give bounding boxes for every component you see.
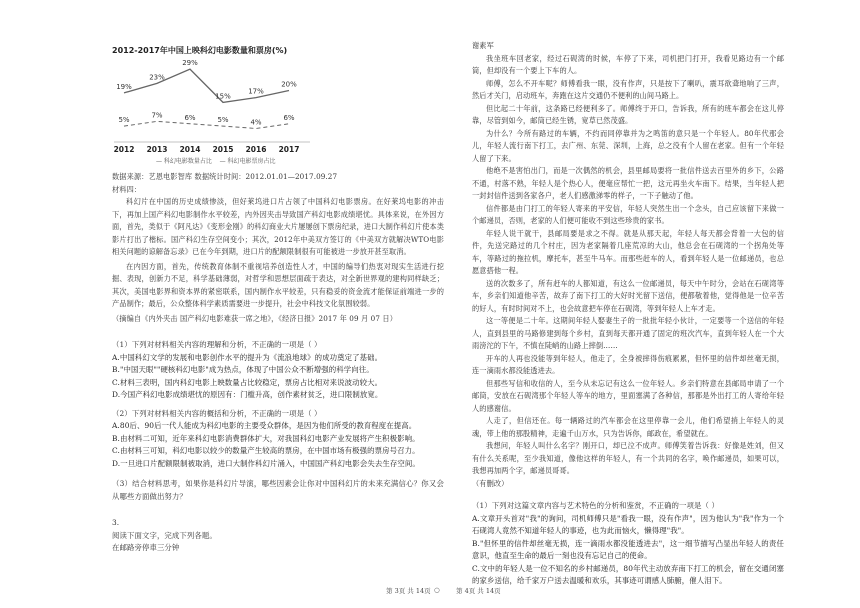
x-tick-label: 2012 <box>113 145 135 154</box>
data-label: 6% <box>184 113 196 122</box>
q2-option-a: A.80后、90后一代人能成为科幻电影的主要受众群体，是因为他们所受的教育程度在提高。 <box>112 421 417 430</box>
data-label: 4% <box>250 118 262 127</box>
paragraph: 我坐班车回老家，经过石砚湾的时候，车停了下来，司机把门打开，我看见路边有一个邮筒，但却没有一个要上下车的人。 <box>472 53 784 75</box>
q2-option-c: C.由材料三可知，科幻电影以较少的数量产生较高的票房，在中国市场有极强的票房号召力。 <box>112 446 420 455</box>
x-tick-label: 2016 <box>245 145 267 154</box>
paragraph: 开车的人再也没能等到年轻人，他走了，全身被摔得伤痕累累，但怀里的信件却丝毫无损，连一滴雨水都没能透进去。 <box>472 353 784 375</box>
question-number: 3. <box>112 518 120 527</box>
author-name: 谢素军 <box>472 41 494 50</box>
data-label: 5% <box>118 116 130 125</box>
data-label: 19% <box>116 82 132 91</box>
paragraph: 在内因方面，首先，传统教育体制不重视培养创造性人才，中国的编导们热衷对现实生活进行挖掘、表现，创新力不足，科学基础薄弱，对哲学和思想层面疏于表达，对全新世界观的建构同样缺乏；其次，美国电影界和资本界的紧密联系，国内制作水平较差，只有稳妥的资金流才能保证前端进一步的产品制作；最后，公众整体科学素质需要进一步提升，社会中科技文化氛围较弱。 <box>112 261 444 308</box>
page-number-left: 第 3页 共 14页 <box>386 587 431 595</box>
paragraph: 但那些写信和收信的人，至今从未忘记有这么一位年轻人。乡亲们特意在县邮局申请了一个邮筒，安放在石砚湾那个年轻人等车的地方，里面塞满了各种信，那都是外出打工的人寄给年轻人的感谢信。 <box>472 378 784 413</box>
paragraph: 为什么？今所有路过的车辆，不约而同停靠并为之鸣笛的意只是一个年轻人。80年代那会儿，年轻人流行南下打工，去广州、东莞、深圳，上海，总之没有个人留在老家。但有一个年轻人留了下来。 <box>472 128 784 163</box>
paragraph: 我想问，年轻人叫什么名字？刚开口，却已泣不成声。师傅笑着告诉我：好像是姓刘，但又有什么关系呢，至少我知道，像他这样的年轻人，有一个共同的名字，唤作邮递员，如果可以，我想再加两个字，邮递员哥哥。 <box>472 441 784 475</box>
question-2-stem: （2）下列对材料相关内容的概括和分析，不正确的一项是（ ） <box>112 408 322 418</box>
paragraph: 信件都是由门打工的年轻人寄来的平安信，年轻人突然生出一个念头，自己应该留下来做一个邮递员，否则，老家的人们便可能收不到这些珍贵的家书。 <box>472 203 784 225</box>
data-label: 15% <box>215 92 231 101</box>
data-label: 23% <box>149 73 165 82</box>
data-label: 17% <box>248 87 264 96</box>
legend-boxoffice: — 科幻电影票房占比 <box>219 158 276 165</box>
data-label: 7% <box>151 111 163 120</box>
x-tick-label: 2015 <box>212 145 234 154</box>
x-tick-label: 2017 <box>278 145 300 154</box>
q1-option-c: C.材料三表明，国内科幻电影上映数量占比较稳定，票房占比相对来说波动较大。 <box>112 377 383 387</box>
q1-option-a: A.中国科幻文学的发展和电影创作水平的提升为《流浪地球》的成功奠定了基础。 <box>112 352 383 362</box>
data-label: 5% <box>217 116 229 125</box>
material-label: 材料四： <box>112 184 142 194</box>
question-3: （3）结合材料思考，如果你是科幻片导演，哪些因素会让你对中国科幻片的未来充满信心？你又会从哪些方面做出努力？ <box>112 479 444 501</box>
q1-option-d: D.今国产科幻电影成绩堪忧的原因有：门槛升高，创作素材贫乏，进口限制放宽。 <box>112 390 383 399</box>
chart-title: 2012-2017年中国上映科幻电影数量和票房(%) <box>112 46 288 55</box>
data-label: 6% <box>283 113 295 122</box>
paragraph: 科幻片在中国的历史成绩惨淡，但好莱坞进口片占领了中国科幻电影票房。在好莱坞电影的冲击下，再加上国产科幻电影制作水平较差，内外因夹击导致国产科幻电影成绩堪忧。具体来说，在外因方面，首先，类似于《阿凡达》《变形金刚》的科幻商业大片屡屡创下票房纪录，进口大制作科幻片使本类影片打出了楷标。国产科幻生存空间变小；其次，2012年中美双方签订的《中美双方就解决WTO电影相关问题的谅解备忘录》已在今年到期，进口片的配额限制很有可能被进一步放开甚至取消。 <box>112 197 444 256</box>
paragraph: 师傅，怎么不开车呢？师傅看我一眼，没有作声，只是按下了喇叭，震耳欲聋地响了三声，然后才关门，启动班车，奔跑在这片交通仍不便利的山间马路上。 <box>472 78 784 100</box>
paragraph: 但比起二十年前，这条路已经便利多了。师傅终于开口，告诉我，所有的班车都会在这儿停靠，尽管到如今，邮筒已经生锈，宽草已然茂盛。 <box>472 103 784 125</box>
x-tick-label: 2014 <box>179 145 201 154</box>
source-note: （有删改） <box>472 478 509 488</box>
paragraph: 年轻人说干就干，县邮局要是求之不得。就是从那天起，年轻人每天都会背着一大包的信件，先送完路过的几个村庄，因为老家隔着几座荒凉的大山，他总会在石砚湾的一个拐角处等车，等路过的拖拉机，摩托车，甚至牛马车。而那些赶车的人，看到年轻人是一位邮递员，也总愿意搭他一程。 <box>472 228 784 275</box>
page-number-right: 第 4页 共 14页 <box>456 587 501 595</box>
paragraph: 他绝不是害怕出门，而是一次偶然的机会，县里邮局要将一批信件送去百里外的乡下，公路不通，村落不熟，年轻人是个热心人，便毫应帮忙一把，这元再坐火车南下。结果，当年轻人把一封封信件送到各家各户，老人们感激涕零的样子，一下子触动了他。 <box>472 166 784 200</box>
paragraph: 人走了，但信还在。每一辆路过的汽车都会在这里停靠一会儿，他们希望捎上年轻人的灵魂，带上他的那股精神，走遍千山万水，只为告诉你，邮政在，希望就在。 <box>472 416 784 438</box>
citation: （摘编自《内外夹击 国产科幻电影难获一席之地》，《经济日报》2017 年 09 月 07 日） <box>112 313 397 323</box>
legend-count: — 科幻电影数量占比 <box>156 158 212 165</box>
page-separator: ○ <box>434 586 440 594</box>
q2-option-d: D.一旦进口片配额限制被取消，进口大制作科幻片涌入，中国国产科幻电影会失去生存空间。 <box>112 458 420 468</box>
series-line-0 <box>124 118 289 128</box>
question-1-stem: （1）下列对材料相关内容的理解和分析，不正确的一项是（ ） <box>112 340 322 349</box>
r-q1-option-b: B."但怀里的信件却丝毫无损，连一滴雨水都没能透进去"，这一细节描写凸显出年轻人的责任意识，他直至生命的最后一刻也没有忘记自己的使命。 <box>472 538 784 560</box>
article-title: 在邮路旁停車三分钟 <box>112 543 180 552</box>
instruction: 阅读下面文字，完成下列各题。 <box>112 530 217 540</box>
data-label: 20% <box>281 80 297 89</box>
x-tick-label: 2013 <box>146 145 168 154</box>
chart-legend <box>156 156 326 165</box>
r-q1-option-c: C.文中的年轻人是一位不知名的乡村邮递员，80年代主动放弃南下打工的机会，留在交通闭塞的家乡送信，给千家万户送去温暖和欢乐，其事迹可谓感人肺腑，催人泪下。 <box>472 563 784 585</box>
r-q1-option-a: A.文章开头首对"我"的询问，司机师傅只是"看我一眼，没有作声"，因为他认为"我"作为一个石砚湾人竟然不知道年轻人的事迹，也为此而恼火，懒得理"我"。 <box>472 513 784 535</box>
paragraph: 这一等便是二十年。这期间年轻人娶妻生子的一批批年轻小伙计，一定要等一个送信的年轻人，直到县里的马路修建到每个乡村，直到每天都开通了固定的班次汽车，直到年轻人在一个大雨滂沱的下午，不慎在陡峭的山路上摔倒…… <box>472 316 784 350</box>
chart-source: 数据来源：艺恩电影智库 数据统计时间：2012.01.01—2017.09.27 <box>112 172 338 181</box>
q1-option-b: B."中国天眼""硬核科幻电影"成为热点，体现了中国公众不断增强的科学向往。 <box>112 365 374 374</box>
q2-option-b: B.由材料二可知，近年来科幻电影消费群体扩大，对我国科幻电影产业发展将产生积极影响。 <box>112 433 420 443</box>
right-question-1-stem: （1）下列对这篇文章内容与艺术特色的分析和鉴赏，不正确的一项是（ ） <box>472 501 719 510</box>
data-label: 29% <box>182 59 198 68</box>
line-chart <box>112 58 312 166</box>
paragraph: 送的次数多了，所有赶车的人都知道，有这么一位邮递员，每天中午时分，会站在石砚湾等车，乡亲们知道他辛苦，故弃了南下打工的大好时光留下送信，便都敬着他，觉得他是一位辛苦的好人，有时时间对不上，也会故意把车停在石砚湾，等到年轻人上车才走。 <box>472 278 784 313</box>
